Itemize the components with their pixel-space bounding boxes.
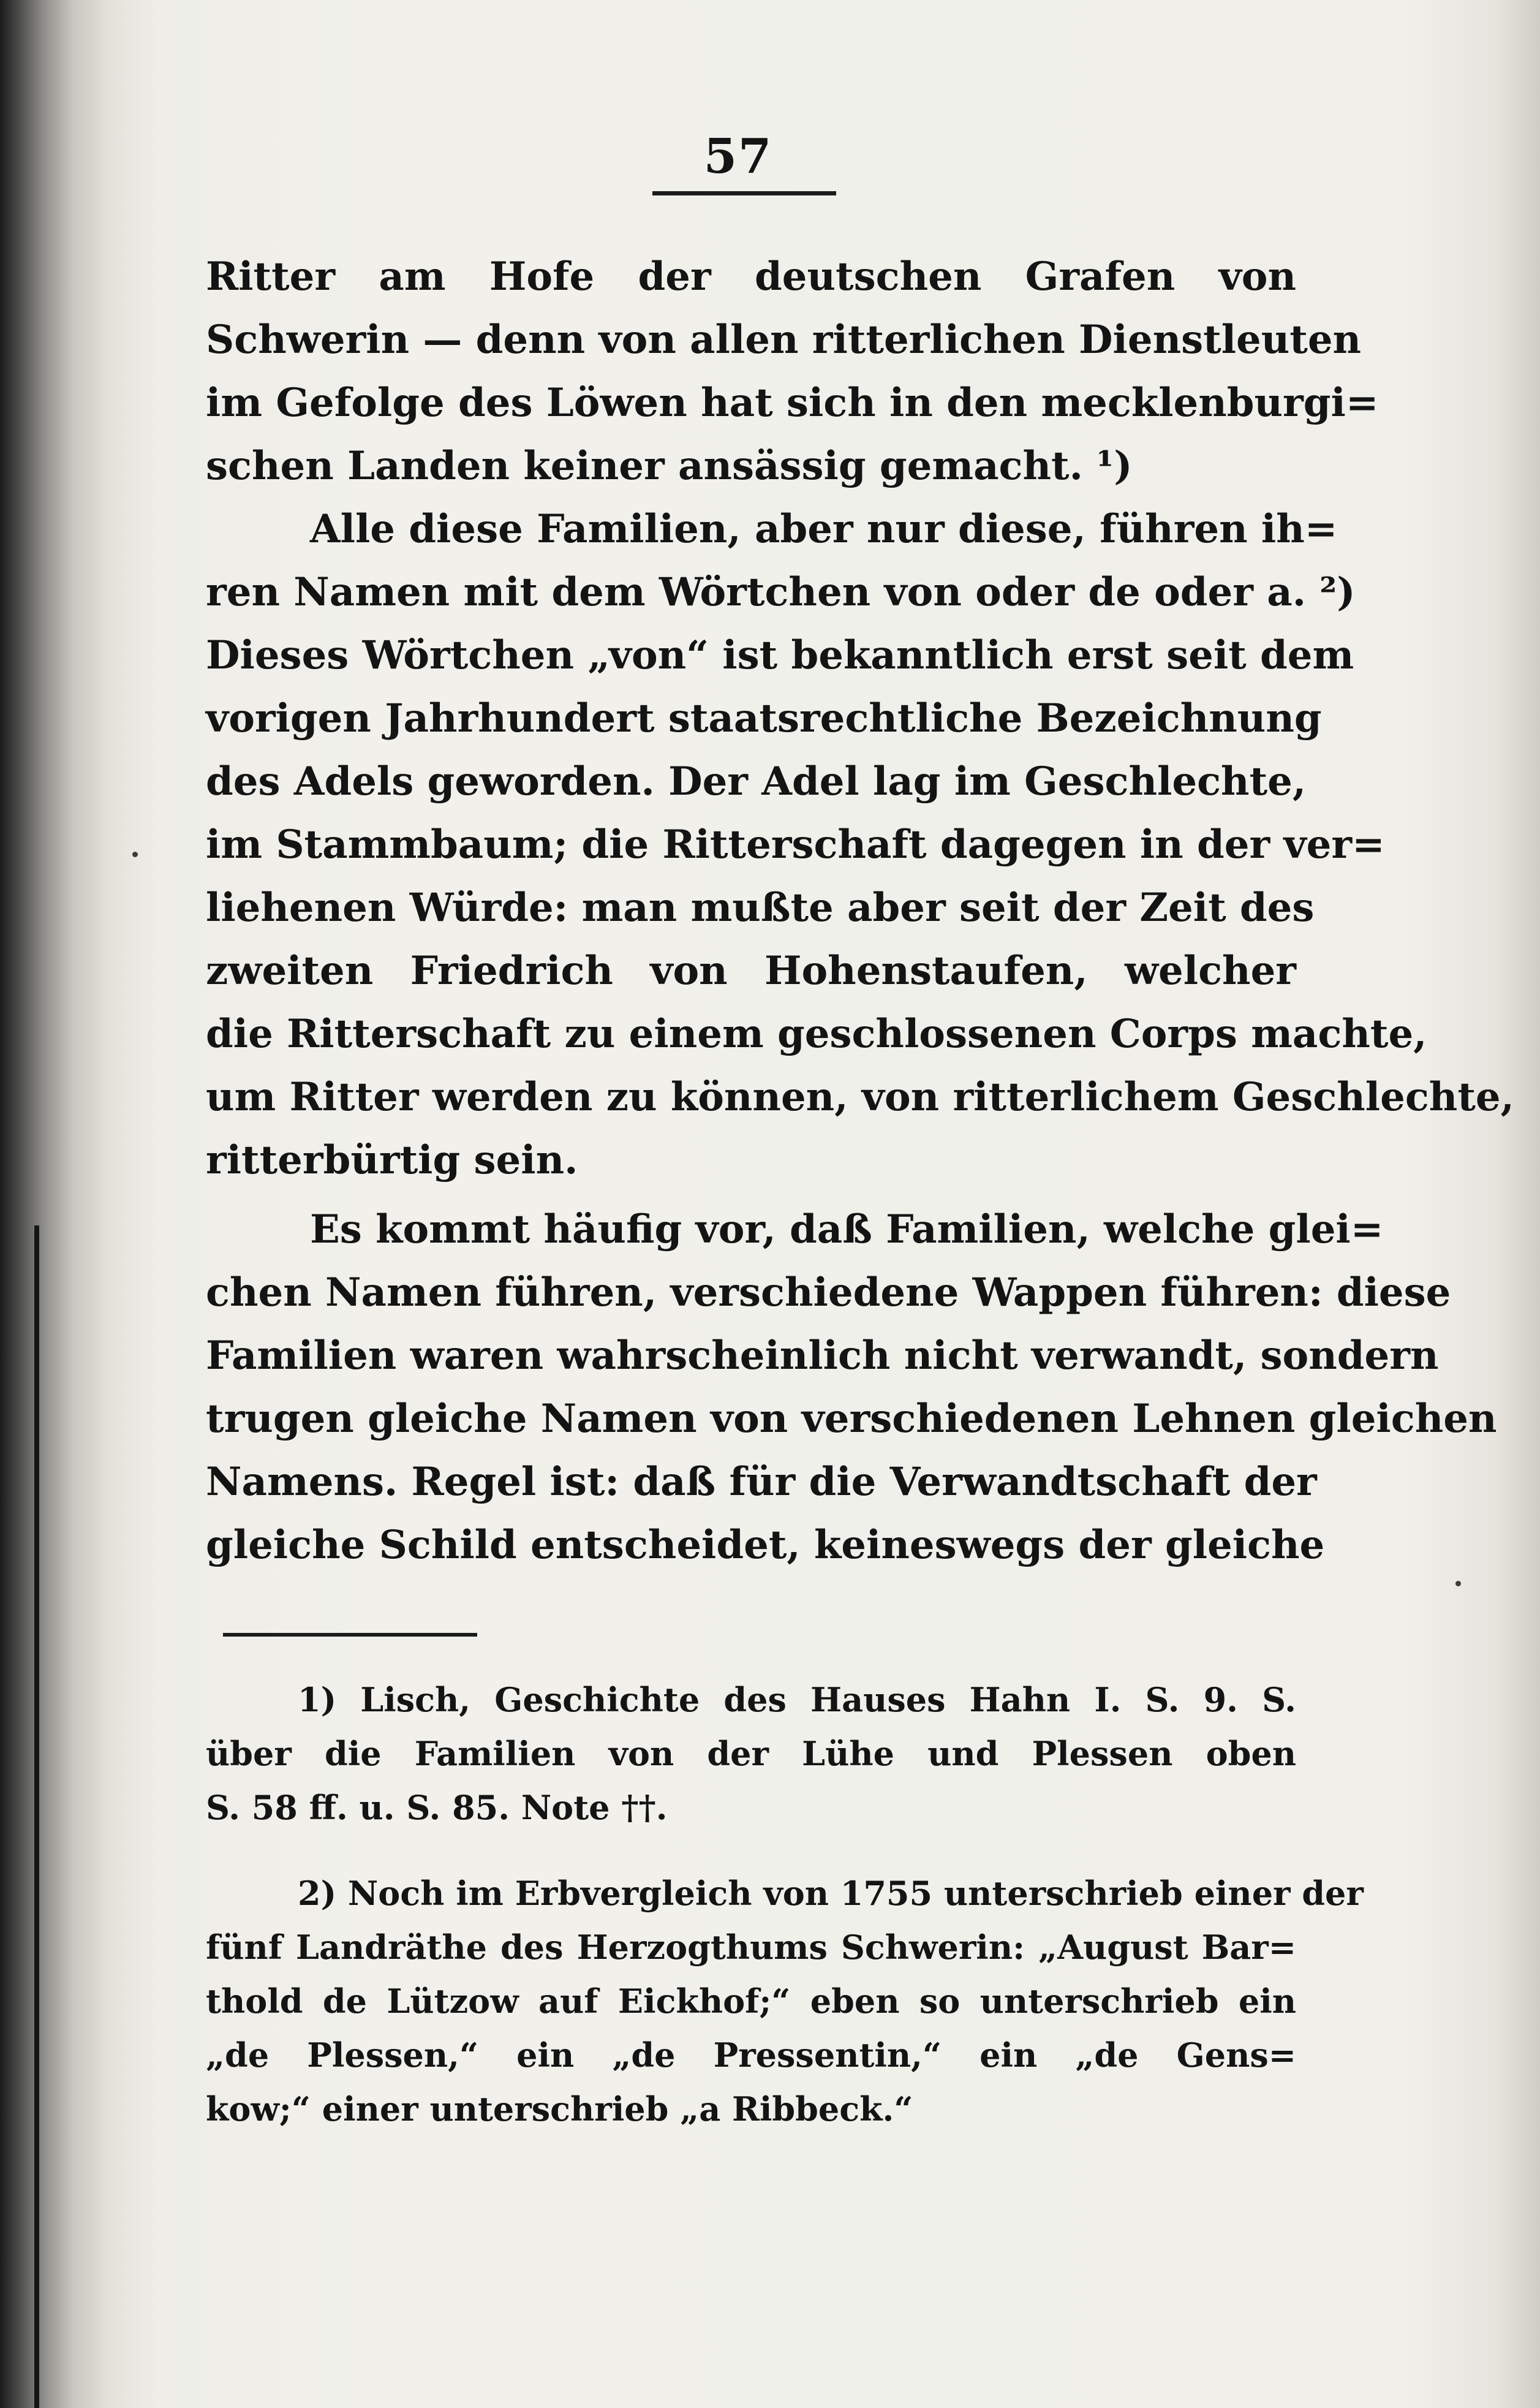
binding-shadow [34,1225,39,2408]
text-line: im Gefolge des Löwen hat sich in den mecklenburgi= [206,380,1379,426]
text-line: im Stammbaum; die Ritterschaft dagegen in der ver= [206,822,1385,868]
text-line: Ritter am Hofe der deutschen Grafen von [206,254,1296,300]
footnote-2-line: 2) Noch im Erbvergleich von 1755 unterschrieb einer der [298,1874,1364,1913]
footnote-2-line: kow;“ einer unterschrieb „a Ribbeck.“ [206,2089,913,2129]
text-line: gleiche Schild entscheidet, keineswegs der gleiche [206,1522,1325,1568]
footnote-2-line: fünf Landräthe des Herzogthums Schwerin: „August Bar= [206,1928,1296,1967]
text-line: Schwerin — denn von allen ritterlichen Dienstleuten [206,317,1362,363]
text-line: trugen gleiche Namen von verschiedenen Lehnen gleichen [206,1396,1497,1442]
text-line: die Ritterschaft zu einem geschlossenen Corps machte, [206,1011,1427,1057]
footnote-2-line: „de Plessen,“ ein „de Pressentin,“ ein „de Gens= [206,2035,1296,2075]
footnotes [206,1673,1364,2136]
paragraph-start: Es kommt häufig vor, daß Familien, welche glei= [310,1206,1384,1252]
footnote-gap [206,1834,1296,1866]
footnote-1-line: über die Familien von der Lühe und Plessen oben [206,1734,1296,1773]
text-line: um Ritter werden zu können, von ritterlichem Geschlechte, [206,1074,1514,1120]
footnote-1-line: 1) Lisch, Geschichte des Hauses Hahn I. S. 9. S. [298,1680,1296,1719]
text-line: schen Landen keiner ansässig gemacht. ¹) [206,443,1133,489]
text-line: Namens. Regel ist: daß für die Verwandtschaft der [206,1459,1317,1505]
body-text [206,245,1514,1577]
footnote-2-line: thold de Lützow auf Eickhof;“ eben so unterschrieb ein [206,1982,1296,2021]
page-number-rule [652,191,836,195]
text-line: liehenen Würde: man mußte aber seit der Zeit des [206,885,1315,931]
paragraph-start: Alle diese Familien, aber nur diese, führen ih= [310,506,1338,552]
text-line: ritterbürtig sein. [206,1137,578,1183]
scan-speck [1455,1581,1461,1586]
scan-speck [132,852,138,857]
text-line: ren Namen mit dem Wörtchen von oder de oder a. ²) [206,569,1356,615]
text-line: Dieses Wörtchen „von“ ist bekanntlich erst seit dem [206,632,1354,678]
page-number: 57 [703,129,773,184]
text-line: des Adels geworden. Der Adel lag im Geschlechte, [206,759,1307,805]
footnote-1-line: S. 58 ff. u. S. 85. Note ††. [206,1788,668,1827]
text-line: zweiten Friedrich von Hohenstaufen, welcher [206,948,1296,994]
footnote-separator [223,1633,477,1637]
text-line: vorigen Jahrhundert staatsrechtliche Bezeichnung [206,695,1322,741]
text-line: Familien waren wahrscheinlich nicht verwandt, sondern [206,1333,1439,1379]
text-line: chen Namen führen, verschiedene Wappen führen: diese [206,1270,1451,1316]
